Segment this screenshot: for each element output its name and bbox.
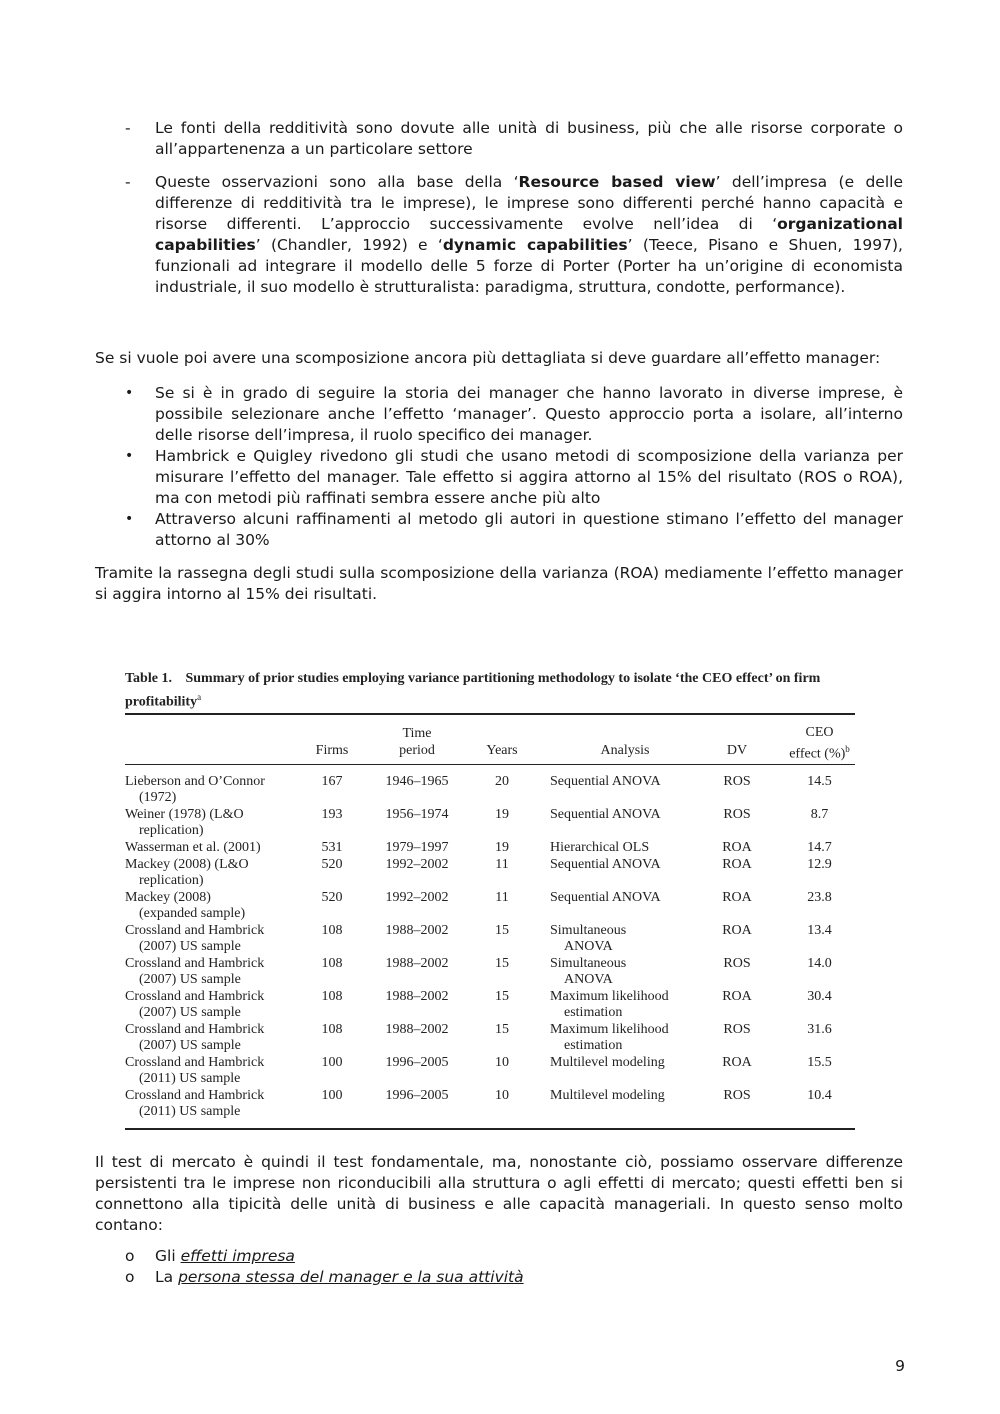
bold-term: organizational capabilities [155, 215, 903, 254]
cell-years: 19 [495, 840, 509, 855]
analysis-line: Simultaneous [550, 923, 627, 938]
cell-ceo: 14.0 [807, 956, 832, 971]
cell-ceo: 31.6 [807, 1022, 832, 1037]
bold-term: Resource based view [518, 173, 716, 191]
cell-analysis [550, 923, 700, 955]
table-caption [125, 670, 855, 712]
bullet-list-item [95, 509, 903, 551]
cell-analysis [550, 774, 700, 790]
cell-study [125, 1022, 305, 1054]
cell-analysis [550, 989, 700, 1021]
cell-firms: 100 [321, 1088, 343, 1103]
cell-firms: 520 [321, 857, 343, 872]
page-content [95, 118, 903, 605]
analysis-line: Simultaneous [550, 956, 627, 971]
bullet-list [95, 383, 903, 551]
cell-firms: 520 [321, 890, 343, 905]
text-segment: Le fonti della redditività sono dovute alle unità di business, più che alle risorse corporate o all’appartenenza a un particolare settore [155, 119, 903, 158]
cell-analysis [550, 1055, 700, 1071]
analysis-line: Maximum likelihood [550, 1022, 669, 1037]
cell-years: 15 [495, 989, 509, 1004]
cell-period: 1946–1965 [385, 774, 449, 789]
study-line: Crossland and Hambrick [125, 1088, 265, 1103]
cell-years: 15 [495, 923, 509, 938]
study-line: Crossland and Hambrick [125, 989, 265, 1004]
header-firms: Firms [315, 743, 349, 758]
cell-period: 1996–2005 [385, 1055, 449, 1070]
study-line: Weiner (1978) (L&O [125, 807, 244, 822]
analysis-line: estimation [564, 1005, 623, 1020]
dash-list-item [95, 172, 903, 298]
study-line: (expanded sample) [139, 906, 246, 921]
cell-firms: 108 [321, 989, 343, 1004]
study-line: Crossland and Hambrick [125, 923, 265, 938]
cell-ceo: 13.4 [807, 923, 832, 938]
bullet-text: Hambrick e Quigley rivedono gli studi che usano metodi di scomposizione della varianza per misurare l’effetto del manager. Tale effetto si aggira attorno al 15% del risultato (ROS o ROA), ma con metodi più raffinati sembra essere anche più alto [155, 447, 903, 507]
bullet-list-item [95, 446, 903, 509]
cell-firms: 531 [321, 840, 343, 855]
table-label: Table 1. [125, 671, 172, 686]
header-time-line2: period [399, 743, 435, 758]
analysis-line: Maximum likelihood [550, 989, 669, 1004]
table-top-rule [125, 713, 855, 715]
cell-period: 1988–2002 [385, 923, 449, 938]
cell-analysis [550, 1022, 700, 1054]
cell-firms: 108 [321, 923, 343, 938]
study-line: (2007) US sample [139, 939, 241, 954]
bullet-text: Attraverso alcuni raffinamenti al metodo gli autori in questione stimano l’effetto del manager attorno al 30% [155, 510, 903, 549]
cell-ceo: 23.8 [807, 890, 832, 905]
dash-marker: - [125, 173, 131, 191]
cell-study [125, 1055, 305, 1087]
analysis-line: Sequential ANOVA [550, 857, 661, 872]
o-item-prefix: La [155, 1268, 179, 1286]
study-line: replication) [139, 823, 204, 838]
cell-years: 19 [495, 807, 509, 822]
study-line: replication) [139, 873, 204, 888]
table-caption-text: Summary of prior studies employing variance partitioning methodology to isolate ‘the CEO effect’ on firm profitability [125, 671, 821, 710]
study-line: Crossland and Hambrick [125, 1055, 265, 1070]
study-line: (2011) US sample [139, 1104, 241, 1119]
cell-study [125, 840, 305, 856]
bold-term: dynamic capabilities [442, 236, 628, 254]
cell-firms: 167 [321, 774, 343, 789]
o-item-emphasis: persona stessa del manager e la sua attività [178, 1268, 524, 1286]
cell-years: 20 [495, 774, 509, 789]
cell-period: 1996–2005 [385, 1088, 449, 1103]
analysis-line: ANOVA [564, 972, 613, 987]
cell-study [125, 857, 305, 889]
study-line: (2007) US sample [139, 1005, 241, 1020]
cell-firms: 108 [321, 1022, 343, 1037]
cell-study [125, 890, 305, 922]
text-segment: ’ dell’impresa (e delle differenze di redditività tra le imprese), le imprese sono differenti perché hanno capacità e risorse differenti. L’approccio successivamente evolve nell’idea di ‘ [155, 173, 903, 233]
analysis-line: Hierarchical OLS [550, 840, 650, 855]
header-analysis: Analysis [600, 743, 650, 758]
study-line: Crossland and Hambrick [125, 956, 265, 971]
bullet-marker: • [125, 511, 134, 527]
table-image [122, 668, 858, 1136]
cell-dv: ROA [722, 890, 752, 905]
cell-period: 1988–2002 [385, 989, 449, 1004]
o-item-emphasis: effetti impresa [180, 1247, 295, 1265]
cell-ceo: 14.7 [807, 840, 832, 855]
cell-analysis [550, 890, 700, 906]
study-line: (2007) US sample [139, 972, 241, 987]
study-line: (2011) US sample [139, 1071, 241, 1086]
cell-analysis [550, 956, 700, 988]
header-ceo-line2 [782, 741, 857, 763]
text-segment: ’ (Teece, Pisano e Shuen, 1997), funzionali ad integrare il modello delle 5 forze di Porter (Porter ha un’origine di economista industriale, il suo modello è strutturalista: paradigma, struttura, condotte, performance). [155, 236, 903, 296]
cell-years: 15 [495, 1022, 509, 1037]
o-list-item [95, 1246, 903, 1267]
cell-firms: 100 [321, 1055, 343, 1070]
paragraph-market: Il test di mercato è quindi il test fondamentale, ma, nonostante ciò, possiamo osservare differenze persistenti tra le imprese non riconducibili alla struttura o agli effetti di mercato; questi effetti ben si connettono alla tipicità delle unità di business e alle capacità manageriali. In questo senso molto contano: [95, 1153, 903, 1234]
study-line: Lieberson and O’Connor [125, 774, 265, 789]
study-line: Mackey (2008) [125, 890, 211, 905]
table-caption-sup: a [197, 692, 202, 702]
cell-analysis [550, 857, 700, 873]
cell-years: 11 [495, 890, 509, 905]
page-number: 9 [895, 1357, 905, 1375]
text-segment: ’ (Chandler, 1992) e ‘ [255, 236, 443, 254]
study-line: Mackey (2008) (L&O [125, 857, 249, 872]
cell-study [125, 1088, 305, 1120]
o-list [95, 1246, 903, 1288]
analysis-line: Multilevel modeling [550, 1055, 665, 1070]
cell-years: 10 [495, 1088, 509, 1103]
analysis-line: Sequential ANOVA [550, 807, 661, 822]
cell-period: 1988–2002 [385, 956, 449, 971]
cell-dv: ROS [723, 1088, 751, 1103]
study-line: Wasserman et al. (2001) [125, 840, 261, 855]
text-segment: Queste osservazioni sono alla base della ‘ [155, 173, 519, 191]
dash-list-item [95, 118, 903, 160]
table-bottom-rule [125, 1128, 855, 1130]
analysis-line: Sequential ANOVA [550, 890, 661, 905]
header-dv: DV [726, 743, 748, 758]
header-time-line1: Time [402, 726, 432, 741]
cell-years: 11 [495, 857, 509, 872]
paragraph-review: Tramite la rassegna degli studi sulla scomposizione della varianza (ROA) mediamente l’effetto manager si aggira intorno al 15% dei risultati. [95, 564, 903, 603]
cell-dv: ROS [723, 1022, 751, 1037]
cell-period: 1992–2002 [385, 890, 449, 905]
cell-ceo: 10.4 [807, 1088, 832, 1103]
paragraph-manager-intro: Se si vuole poi avere una scomposizione ancora più dettagliata si deve guardare all’effetto manager: [95, 349, 881, 367]
cell-dv: ROA [722, 840, 752, 855]
cell-period: 1979–1997 [385, 840, 449, 855]
cell-years: 10 [495, 1055, 509, 1070]
cell-dv: ROA [722, 989, 752, 1004]
cell-study [125, 956, 305, 988]
header-years: Years [486, 743, 518, 758]
cell-ceo: 12.9 [807, 857, 832, 872]
analysis-line: ANOVA [564, 939, 613, 954]
bullet-marker: • [125, 448, 134, 464]
cell-dv: ROS [723, 956, 751, 971]
analysis-line: estimation [564, 1038, 623, 1053]
bullet-list-item [95, 383, 903, 446]
cell-dv: ROS [723, 774, 751, 789]
cell-analysis [550, 1088, 700, 1104]
cell-study [125, 989, 305, 1021]
o-list-item [95, 1267, 903, 1288]
table-header-rule [125, 764, 855, 765]
header-ceo-line1: CEO [805, 725, 834, 740]
cell-dv: ROA [722, 1055, 752, 1070]
dash-list [95, 118, 903, 298]
analysis-line: Sequential ANOVA [550, 774, 661, 789]
cell-period: 1992–2002 [385, 857, 449, 872]
study-line: (2007) US sample [139, 1038, 241, 1053]
study-line: (1972) [139, 790, 177, 805]
header-ceo-sup: b [845, 744, 850, 754]
cell-analysis [550, 807, 700, 823]
cell-study [125, 807, 305, 839]
study-line: Crossland and Hambrick [125, 1022, 265, 1037]
cell-dv: ROA [722, 857, 752, 872]
cell-dv: ROS [723, 807, 751, 822]
cell-ceo: 15.5 [807, 1055, 832, 1070]
cell-ceo: 8.7 [810, 807, 829, 822]
o-marker: o [125, 1268, 135, 1286]
o-marker: o [125, 1247, 135, 1265]
cell-ceo: 14.5 [807, 774, 832, 789]
dash-marker: - [125, 119, 131, 137]
cell-dv: ROA [722, 923, 752, 938]
analysis-line: Multilevel modeling [550, 1088, 665, 1103]
cell-analysis [550, 840, 700, 856]
cell-ceo: 30.4 [807, 989, 832, 1004]
cell-period: 1988–2002 [385, 1022, 449, 1037]
cell-study [125, 923, 305, 955]
o-item-prefix: Gli [155, 1247, 181, 1265]
cell-period: 1956–1974 [385, 807, 449, 822]
page-content-lower [95, 1152, 903, 1288]
cell-years: 15 [495, 956, 509, 971]
header-ceo-text: effect (%) [789, 746, 846, 762]
bullet-text: Se si è in grado di seguire la storia dei manager che hanno lavorato in diverse imprese, è possibile selezionare anche l’effetto ‘manager’. Questo approccio porta a isolare, all’interno delle risorse dell’impresa, il ruolo specifico dei manager. [155, 384, 903, 444]
cell-firms: 108 [321, 956, 343, 971]
cell-firms: 193 [321, 807, 343, 822]
cell-study [125, 774, 305, 806]
bullet-marker: • [125, 385, 134, 401]
